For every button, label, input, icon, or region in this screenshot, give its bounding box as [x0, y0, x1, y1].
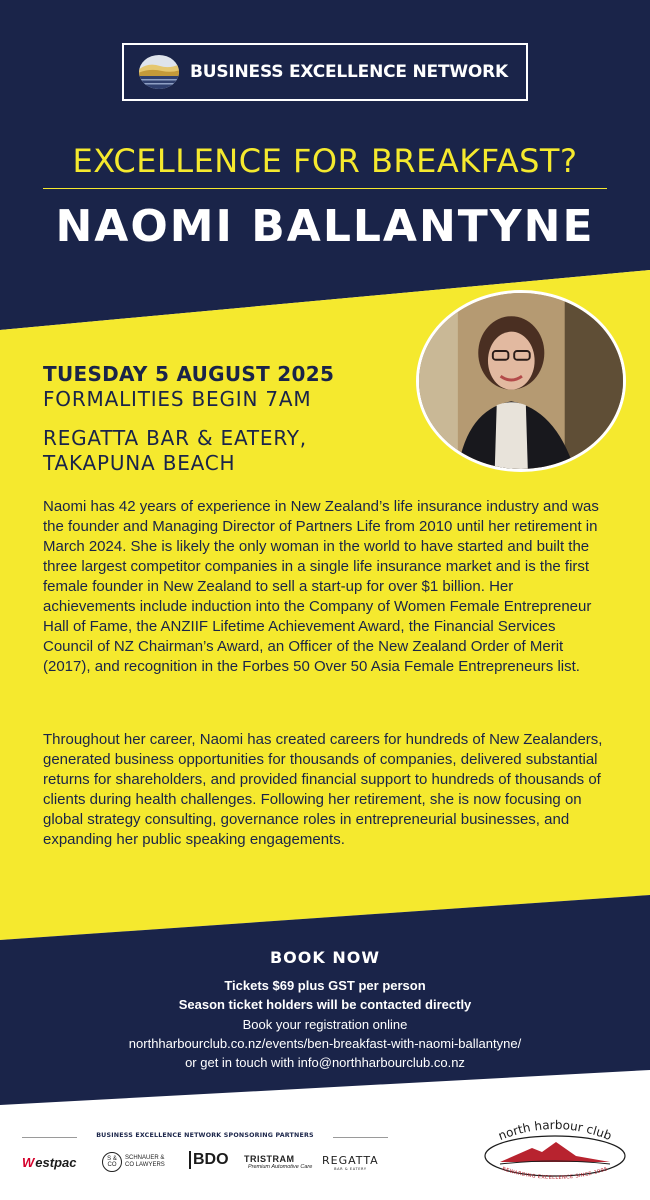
contact-email[interactable]: or get in touch with info@northharbourclub.co.nz	[185, 1055, 465, 1070]
regatta-logo	[322, 1151, 379, 1173]
schnauer-logo	[102, 1151, 173, 1173]
speaker-bio-paragraph-2: Throughout her career, Naomi has created careers for hundreds of New Zealanders, generated business opportunities for thousands of companies, delivered substantial returns for shareholders, and provided financial support to hundreds of thousands of clients during health challenges. Following her retirement, she is now focusing on global strategy consulting, governance roles in entrepreneurial businesses, and expanding her public speaking engagements.	[43, 731, 603, 848]
event-time: FORMALITIES BEGIN 7AM	[43, 387, 312, 411]
speaker-photo	[416, 290, 626, 472]
title-divider	[43, 188, 607, 189]
speaker-bio-paragraph-1: Naomi has 42 years of experience in New Zealand’s life insurance industry and was the founder and Managing Director of Partners Life from 2010 until her retirement in March 2024. She is likely the only woman in the world to have started and built the three largest competitor companies in a single life insurance market and is the first female founder in New Zealand to sell a start-up for over $1 billion. Her achievements include induction into the Company of Women Female Entrepreneur Hall of Fame, the ANZIIF Lifetime Achievement Award, the Financial Services Council of NZ Chairman’s Award, an Officer of the New Zealand Order of Merit (2017), and recognition in the Forbes 50 Over 50 Asia Female Entrepreneurs list.	[43, 498, 599, 675]
schnauer-wordmark: SCHNAUER & CO LAWYERS	[125, 1155, 165, 1168]
network-name: BUSINESS EXCELLENCE NETWORK	[190, 62, 509, 82]
regatta-tagline: BAR & EATERY	[334, 1166, 367, 1171]
season-ticket-note: Season ticket holders will be contacted directly	[178, 997, 472, 1012]
event-series-title: EXCELLENCE FOR BREAKFAST?	[72, 142, 578, 180]
westpac-mark: W	[22, 1154, 35, 1170]
bdo-logo	[189, 1151, 229, 1169]
bdo-wordmark: BDO	[193, 1151, 229, 1168]
speaker-name: NAOMI BALLANTYNE	[55, 201, 595, 252]
westpac-wordmark: estpac	[35, 1154, 77, 1170]
event-venue-line-1: REGATTA BAR & EATERY,	[43, 426, 307, 450]
tristram-tagline: Premium Automotive Care	[248, 1164, 313, 1170]
ticket-price: Tickets $69 plus GST per person	[224, 978, 426, 993]
partners-divider-right	[333, 1137, 388, 1138]
event-date: TUESDAY 5 AUGUST 2025	[43, 362, 335, 386]
club-tagline: REWARDING EXCELLENCE SINCE 1995	[501, 1166, 609, 1182]
club-name: north harbour club	[496, 1118, 614, 1144]
partners-heading: BUSINESS EXCELLENCE NETWORK SPONSORING PARTNERS	[96, 1132, 314, 1139]
tristram-logo	[244, 1151, 312, 1173]
partners-divider-left	[22, 1137, 77, 1138]
registration-prompt: Book your registration online	[242, 1017, 408, 1032]
schnauer-mark: S & CO	[102, 1152, 122, 1172]
tristram-wordmark: TRISTRAM	[244, 1154, 295, 1164]
westpac-logo	[22, 1151, 76, 1173]
booking-link[interactable]: northharbourclub.co.nz/events/ben-breakfast-with-naomi-ballantyne/	[128, 1036, 522, 1051]
event-venue-line-2: TAKAPUNA BEACH	[43, 451, 236, 475]
north-harbour-club-logo	[480, 1118, 630, 1186]
sunrise-horizon-icon	[138, 54, 180, 90]
network-logo	[122, 43, 528, 101]
book-now-heading: BOOK NOW	[269, 948, 380, 967]
regatta-wordmark: REGATTA	[322, 1153, 379, 1167]
